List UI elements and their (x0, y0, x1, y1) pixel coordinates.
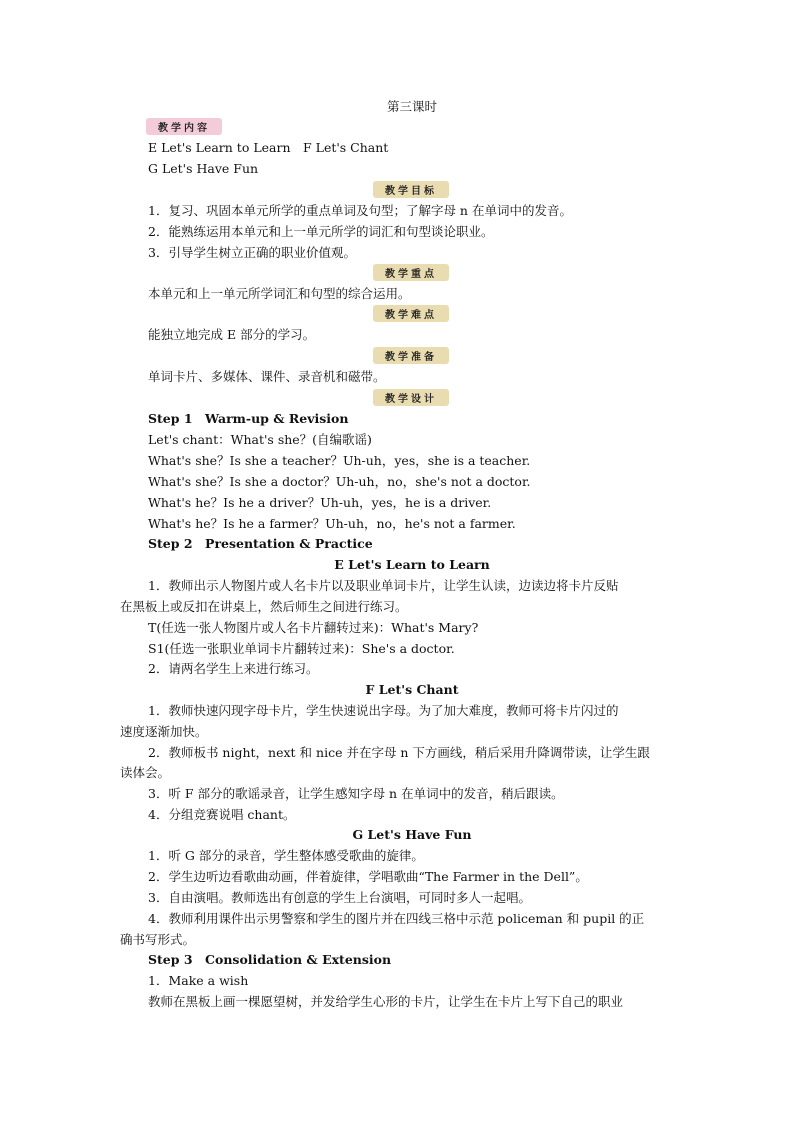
step1-line-2: What's she？Is she a teacher？Uh-uh，yes，she is a teacher. (148, 453, 531, 468)
step2-heading: Step 2 Presentation & Practice (148, 536, 373, 551)
step1-heading: Step 1 Warm-up & Revision (148, 411, 349, 426)
step3-heading: Step 3 Consolidation & Extension (148, 952, 392, 967)
section-e-teacher-line: T(任选一张人物图片或人名卡片翻转过来)：What's Mary? (148, 620, 479, 635)
content-line-1: E Let's Learn to Learn F Let's Chant (148, 140, 389, 155)
tag-key-points: 教学重点 (373, 264, 449, 281)
step1-line-3: What's she？Is she a doctor？Uh-uh，no，she's not a doctor. (148, 474, 531, 489)
key-points-text: 本单元和上一单元所学词汇和句型的综合运用。 (148, 286, 411, 301)
difficulties-text: 能独立地完成 E 部分的学习。 (148, 327, 316, 342)
objective-1: 1．复习、巩固本单元所学的重点单词及句型；了解字母 n 在单词中的发音。 (148, 203, 572, 218)
section-g-p1: 1．听 G 部分的录音，学生整体感受歌曲的旋律。 (148, 848, 424, 863)
step1-line-4: What's he？Is he a driver？Uh-uh，yes，he is a driver. (148, 495, 492, 510)
objective-3: 3．引导学生树立正确的职业价值观。 (148, 245, 356, 260)
section-e-title: E Let's Learn to Learn (334, 557, 490, 572)
section-e-p1b: 在黑板上或反扣在讲桌上，然后师生之间进行练习。 (120, 599, 408, 614)
section-f-p3: 3．听 F 部分的歌谣录音，让学生感知字母 n 在单词中的发音，稍后跟读。 (148, 786, 564, 801)
section-g-title: G Let's Have Fun (352, 827, 472, 842)
section-f-title: F Let's Chant (365, 682, 459, 697)
section-g-p3: 3．自由演唱。教师选出有创意的学生上台演唱，可同时多人一起唱。 (148, 890, 531, 905)
section-e-p1a: 1．教师出示人物图片或人名卡片以及职业单词卡片，让学生认读，边读边将卡片反贴 (148, 578, 619, 593)
lesson-title: 第三课时 (386, 99, 437, 114)
preparation-text: 单词卡片、多媒体、课件、录音机和磁带。 (148, 369, 386, 384)
section-g-p4b: 确书写形式。 (120, 932, 196, 947)
tag-teaching-content: 教学内容 (146, 118, 222, 135)
step1-line-1: Let's chant：What's she？(自编歌谣) (148, 432, 372, 447)
section-f-p2a: 2．教师板书 night，next 和 nice 并在字母 n 下方画线，稍后采用升降调带读，让学生跟 (148, 745, 650, 760)
tag-teaching-design: 教学设计 (373, 389, 449, 406)
section-f-p4: 4．分组竞赛说唱 chant。 (148, 807, 296, 822)
step1-line-5: What's he？Is he a farmer？Uh-uh，no，he's not a farmer. (148, 516, 516, 531)
tag-preparation: 教学准备 (373, 347, 449, 364)
section-g-p4a: 4．教师利用课件出示男警察和学生的图片并在四线三格中示范 policeman 和 pupil 的正 (148, 911, 645, 926)
section-g-p2: 2．学生边听边看歌曲动画，伴着旋律，学唱歌曲“The Farmer in the Dell”。 (148, 869, 588, 884)
step3-p2: 教师在黑板上画一棵愿望树，并发给学生心形的卡片，让学生在卡片上写下自己的职业 (148, 994, 624, 1009)
section-f-p1b: 速度逐渐加快。 (120, 724, 208, 739)
objective-2: 2．能熟练运用本单元和上一单元所学的词汇和句型谈论职业。 (148, 224, 494, 239)
section-e-p2: 2．请两名学生上来进行练习。 (148, 661, 319, 676)
tag-teaching-objectives: 教学目标 (373, 181, 449, 198)
content-line-2: G Let's Have Fun (148, 161, 259, 176)
tag-difficulties: 教学难点 (373, 305, 449, 322)
section-e-student-line: S1(任选一张职业单词卡片翻转过来)：She's a doctor. (148, 641, 455, 656)
section-f-p2b: 读体会。 (120, 765, 171, 780)
step3-p1: 1．Make a wish (148, 973, 249, 988)
section-f-p1a: 1．教师快速闪现字母卡片，学生快速说出字母。为了加大难度，教师可将卡片闪过的 (148, 703, 619, 718)
